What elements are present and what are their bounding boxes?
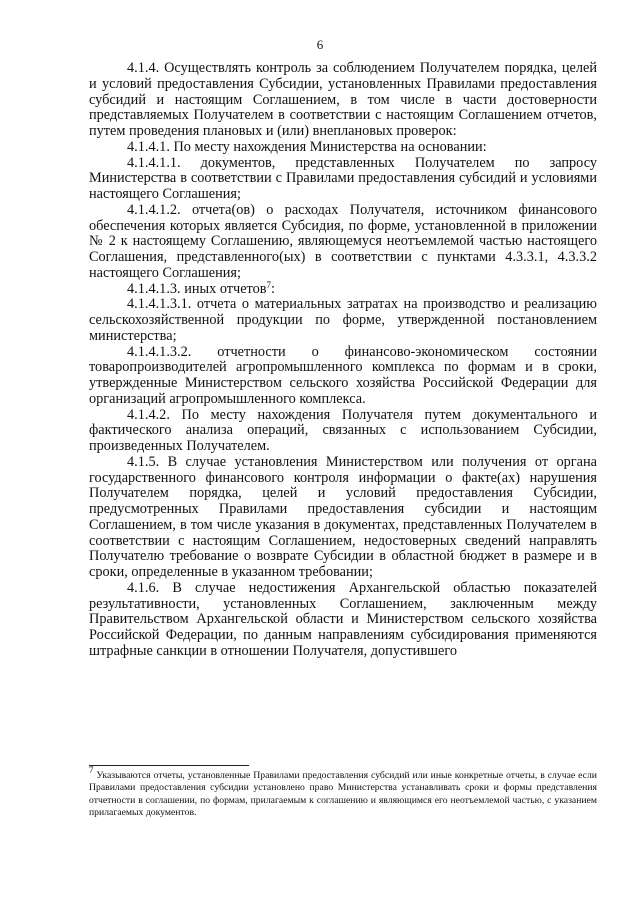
footnote-separator [89,765,249,766]
paragraph-4-1-4-1-3-2: 4.1.4.1.3.2. отчетности о финансово-экономическом состоянии товаропроизводителей агропромышленного комплекса по формам и в сроки, утвержденные Министерством сельского хозяйства Российской Федерации для организаций агропромышленного комплекса. [89,343,597,407]
paragraph-4-1-4-1-2: 4.1.4.1.2. отчета(ов) о расходах Получателя, источником финансового обеспечения которых является Субсидия, по форме, установленной в приложении № 2 к настоящему Соглашению, являющемуся неотъемлемой частью настоящего Соглашения, представленного(ых) в соответствии с пунктами 4.3.3.1, 4.3.3.2 настоящего Соглашения; [89,201,597,281]
document-body [89,61,597,660]
footnote-mark: 7 [89,765,94,775]
paragraph-4-1-4-1-3-1: 4.1.4.1.3.1. отчета о материальных затратах на производство и реализацию сельскохозяйственной продукции по форме, утвержденной постановлением министерства; [89,296,597,344]
footnote [89,765,597,819]
footnote-text: Указываются отчеты, установленные Правилами предоставления субсидий или иные конкретные отчеты, в случае если Правилами предоставления субсидии установлено право Министерства устанавливать сроки и формы представления отчетности в соглашении, по формам, прилагаемым к соглашению и являющимся его неотъемлемой частью, с указанием прилагаемых документов. [89,770,597,818]
paragraph-4-1-4-1-3-text: 4.1.4.1.3. иных отчетов [127,280,267,297]
paragraph-4-1-5: 4.1.5. В случае установления Министерством или получения от органа государственного финансового контроля информации о факте(ах) нарушения Получателем порядка, целей и условий предоставления Субсидии, предусмотренных Правилами предоставления субсидии и настоящим Соглашением, в том числе указания в документах, представленных Получателем в соответствии с настоящим Соглашением, недостоверных сведений направлять Получателю требование о возврате Субсидии в областной бюджет в размере и в сроки, определенные в указанном требовании; [89,453,597,580]
paragraph-4-1-6: 4.1.6. В случае недостижения Архангельской областью показателей результативности, установленных Соглашением, заключенным между Правительством Архангельской области и Министерством сельского хозяйства Российской Федерации, по данным направлениям субсидирования применяются штрафные санкции в отношении Получателя, допустившего [89,579,597,659]
footnote-paragraph [89,765,597,819]
paragraph-4-1-4-1: 4.1.4.1. По месту нахождения Министерства на основании: [127,138,487,155]
paragraph-4-1-4-1-3 [89,279,597,298]
paragraph-4-1-4-1-3-tail: : [271,280,276,297]
paragraph-4-1-4: 4.1.4. Осуществлять контроль за соблюдением Получателем порядка, целей и условий предоставления Субсидии, установленных Правилами предоставления субсидий и настоящим Соглашением, в том числе в части достоверности представляемых Получателем в соответствии с настоящим Соглашением отчетов, путем проведения плановых и (или) внеплановых проверок: [89,60,597,139]
paragraph-4-1-4-1-1: 4.1.4.1.1. документов, представленных Получателем по запросу Министерства в соответствии с Правилами предоставления субсидий и условиями настоящего Соглашения; [89,154,597,202]
paragraph-4-1-4-2: 4.1.4.2. По месту нахождения Получателя путем документального и фактического анализа операций, связанных с использованием Субсидии, произведенных Получателем. [89,406,597,454]
page-number: 6 [316,37,324,52]
footnote-reference: 7 [266,279,272,290]
